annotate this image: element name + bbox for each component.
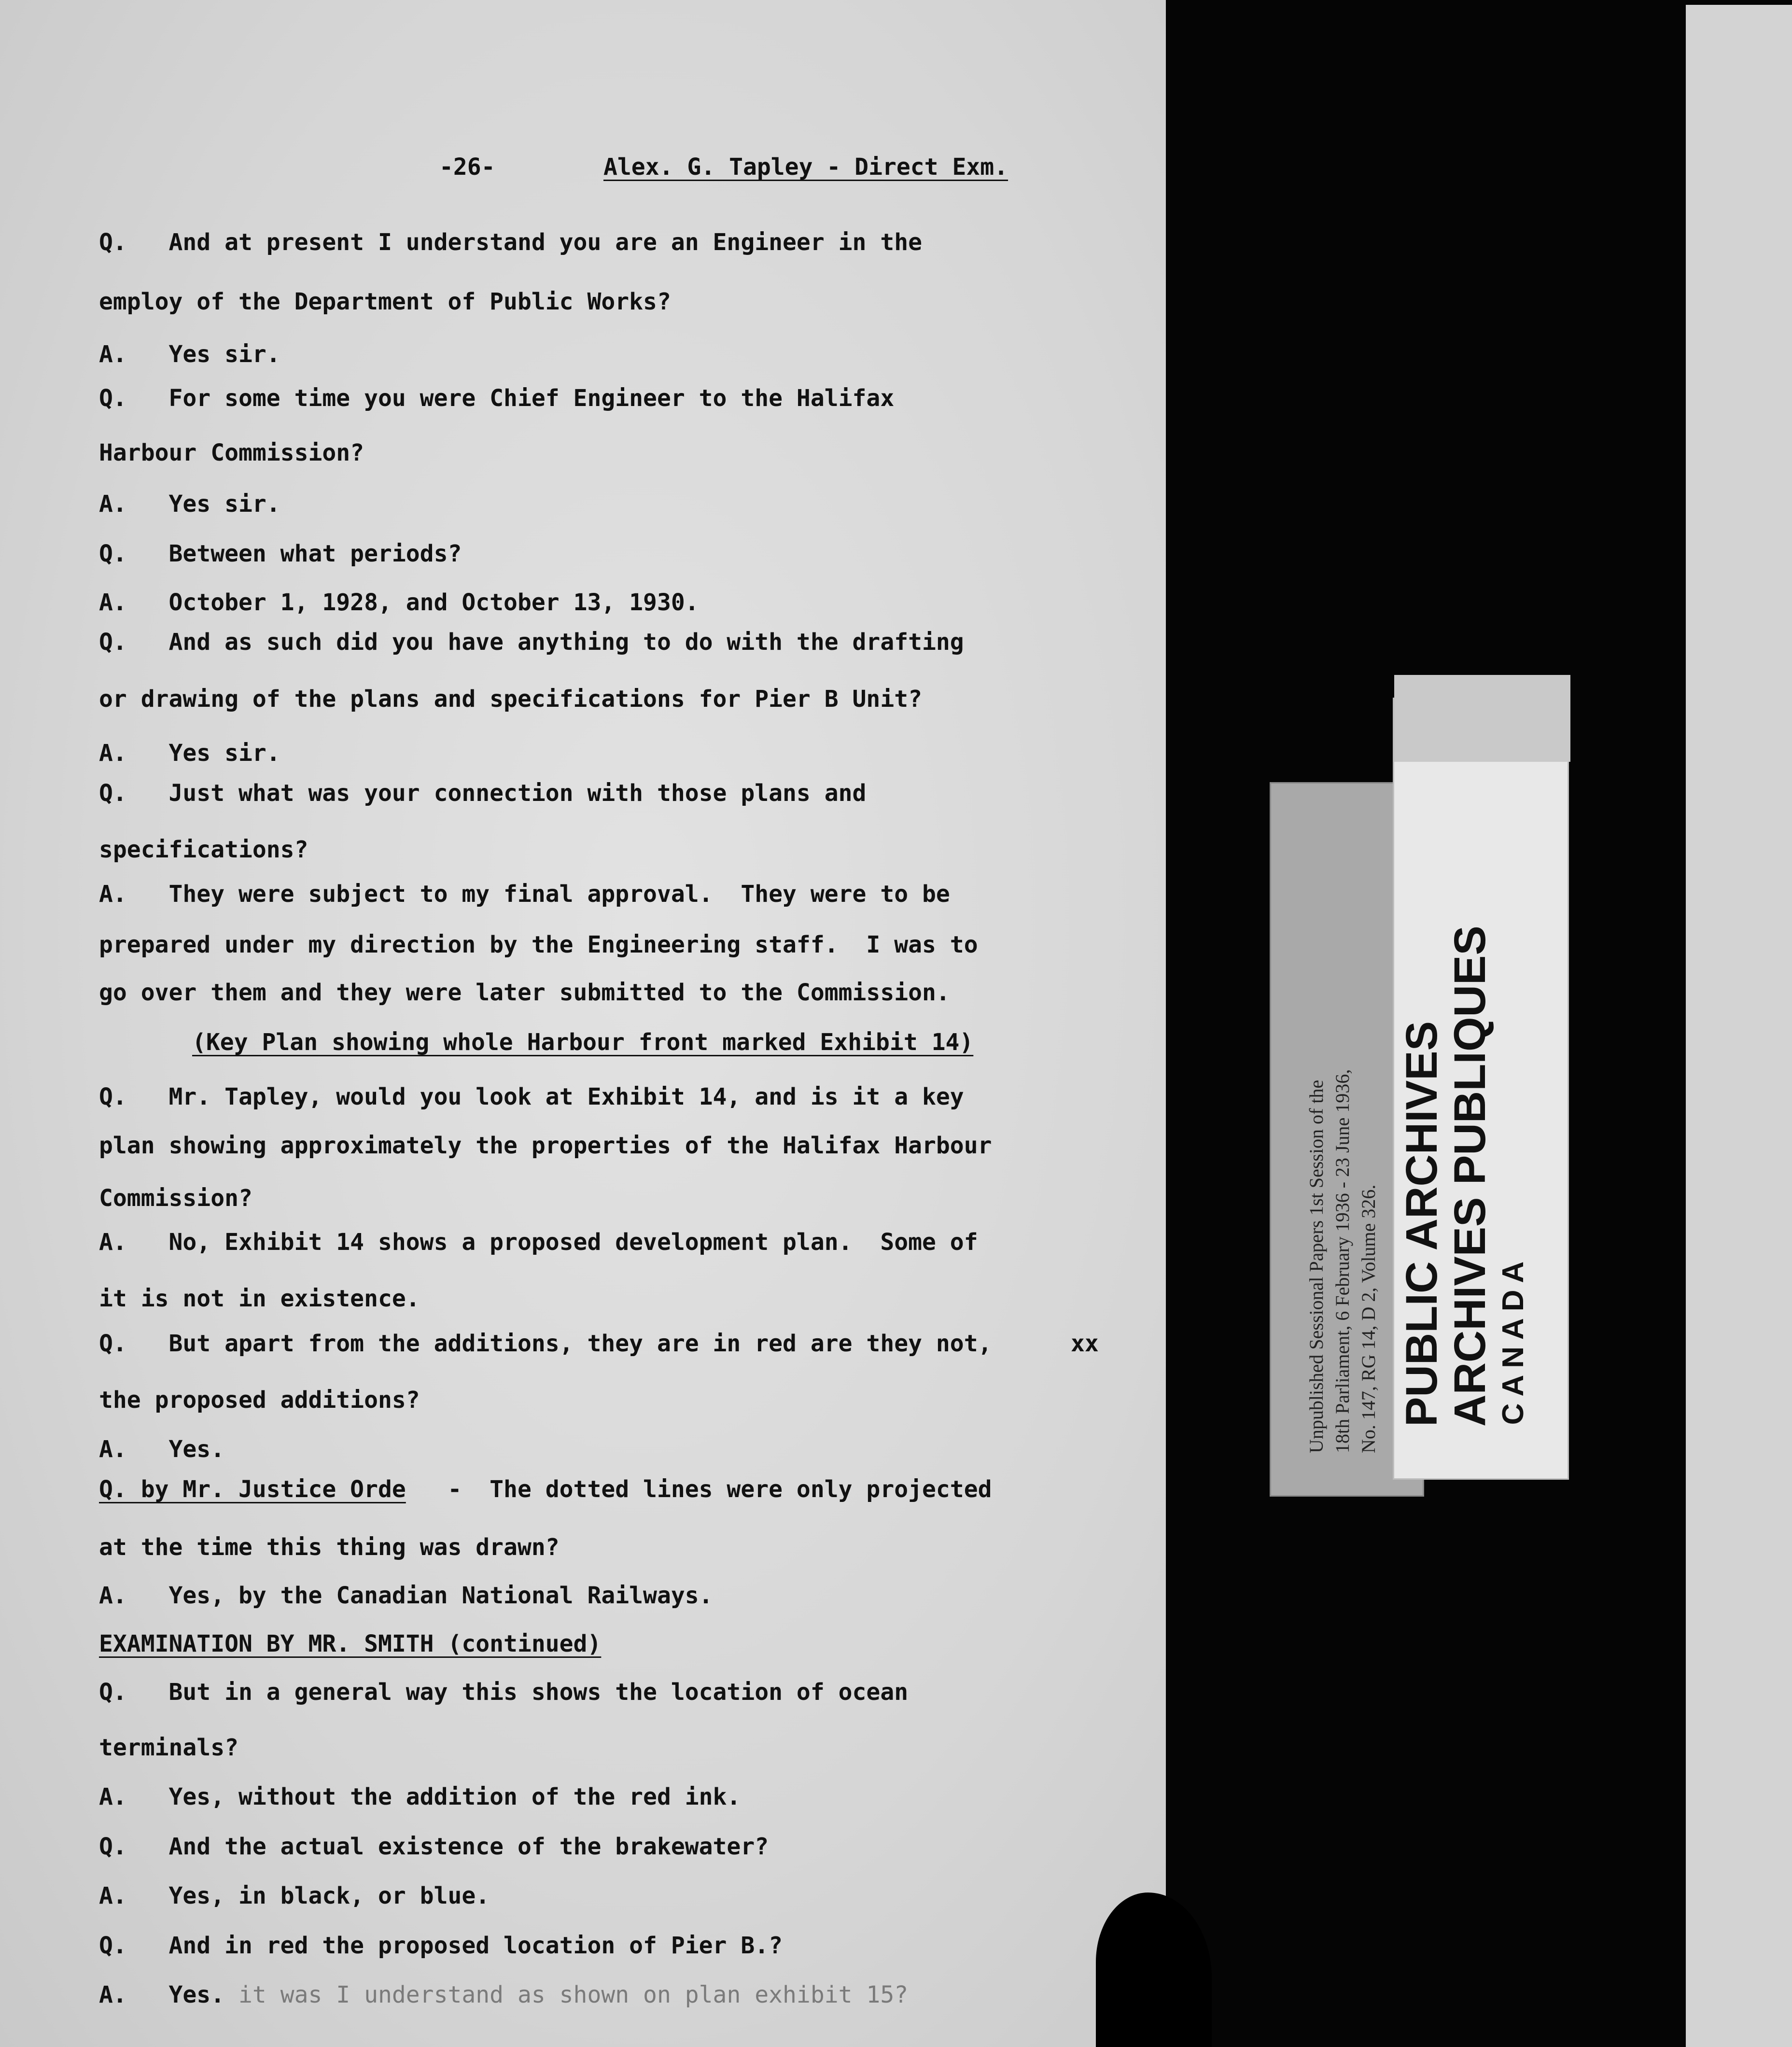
tag-tab bbox=[1394, 675, 1570, 762]
answer-text: A. Yes. bbox=[99, 1981, 225, 2008]
transcript-line: Commission? bbox=[99, 1185, 252, 1212]
transcript-line: Q. For some time you were Chief Engineer to the Halifax bbox=[99, 385, 895, 412]
transcript-line: A. Yes, without the addition of the red ink. bbox=[99, 1783, 741, 1810]
transcript-line: go over them and they were later submitted to the Commission. bbox=[99, 979, 950, 1006]
transcript-line: A. Yes. bbox=[99, 1436, 225, 1463]
transcript-line: Q. But in a general way this shows the location of ocean bbox=[99, 1679, 909, 1706]
transcript-line: Q. And in red the proposed location of Pier B.? bbox=[99, 1932, 783, 1959]
archives-stamp bbox=[1398, 1253, 1533, 1427]
transcript-line: employ of the Department of Public Works? bbox=[99, 288, 671, 315]
transcript-line: A. Yes, by the Canadian National Railways. bbox=[99, 1582, 713, 1609]
faded-text: it was I understand as shown on plan exhibit 15? bbox=[224, 1981, 909, 2008]
struck-mark: xx bbox=[1071, 1330, 1099, 1357]
transcript-line: A. Yes sir. bbox=[99, 341, 280, 368]
transcript-line: Q. And at present I understand you are an Engineer in the bbox=[99, 229, 923, 256]
transcript-line: Q. But apart from the additions, they are in red are they not, bbox=[99, 1330, 992, 1357]
transcript-line: Q. And as such did you have anything to do with the drafting bbox=[99, 629, 964, 656]
transcript-line: Q. And the actual existence of the brakewater? bbox=[99, 1833, 769, 1860]
transcript-line: Q. Just what was your connection with those plans and bbox=[99, 780, 867, 807]
page-title: Alex. G. Tapley - Direct Exm. bbox=[603, 154, 1008, 181]
archive-note-line: No. 147, RG 14, D 2, Volume 326. bbox=[1358, 1184, 1379, 1453]
transcript-line: A. Yes sir. bbox=[99, 491, 280, 518]
judge-question bbox=[99, 1475, 992, 1504]
stamp-line: CANADA bbox=[1497, 1254, 1530, 1425]
adjacent-page-strip bbox=[1686, 5, 1792, 2047]
transcript-line: it is not in existence. bbox=[99, 1285, 420, 1312]
page-number: -26- bbox=[439, 154, 495, 181]
transcript-line: Q. Between what periods? bbox=[99, 540, 462, 567]
archive-note bbox=[1303, 826, 1382, 1453]
archive-note-line: 18th Parliament, 6 February 1936 - 23 June 1936, bbox=[1331, 1069, 1353, 1453]
transcript-line: terminals? bbox=[99, 1734, 238, 1761]
transcript-line: at the time this thing was drawn? bbox=[99, 1534, 560, 1561]
transcript-line: plan showing approximately the properties of the Halifax Harbour bbox=[99, 1132, 992, 1159]
archive-note-line: Unpublished Sessional Papers 1st Session of the bbox=[1305, 1080, 1327, 1453]
judge-question-label: Q. by Mr. Justice Orde bbox=[99, 1476, 406, 1503]
stamp-line bbox=[1398, 1253, 1446, 1427]
judge-question-text: - The dotted lines were only projected bbox=[406, 1476, 992, 1503]
transcript-line: Harbour Commission? bbox=[99, 439, 364, 466]
transcript-line: A. Yes sir. bbox=[99, 740, 280, 767]
transcript-line: Q. Mr. Tapley, would you look at Exhibit 14, and is it a key bbox=[99, 1083, 964, 1110]
transcript-line: A. No, Exhibit 14 shows a proposed development plan. Some of bbox=[99, 1229, 978, 1256]
stamp-line bbox=[1446, 1253, 1494, 1427]
transcript-line: A. Yes, in black, or blue. bbox=[99, 1882, 490, 1909]
section-heading: EXAMINATION BY MR. SMITH (continued) bbox=[99, 1630, 602, 1657]
transcript-line: A. They were subject to my final approval. They were to be bbox=[99, 881, 950, 908]
transcript-line-last bbox=[99, 1980, 908, 2009]
transcript-line: prepared under my direction by the Engineering staff. I was to bbox=[99, 931, 978, 958]
transcript-line: or drawing of the plans and specifications for Pier B Unit? bbox=[99, 686, 923, 713]
exhibit-note: (Key Plan showing whole Harbour front marked Exhibit 14) bbox=[192, 1029, 974, 1056]
page-clip-shadow bbox=[1096, 1893, 1212, 2047]
transcript-line: the proposed additions? bbox=[99, 1387, 420, 1414]
transcript-line: A. October 1, 1928, and October 13, 1930. bbox=[99, 589, 699, 616]
transcript-line: specifications? bbox=[99, 836, 308, 863]
